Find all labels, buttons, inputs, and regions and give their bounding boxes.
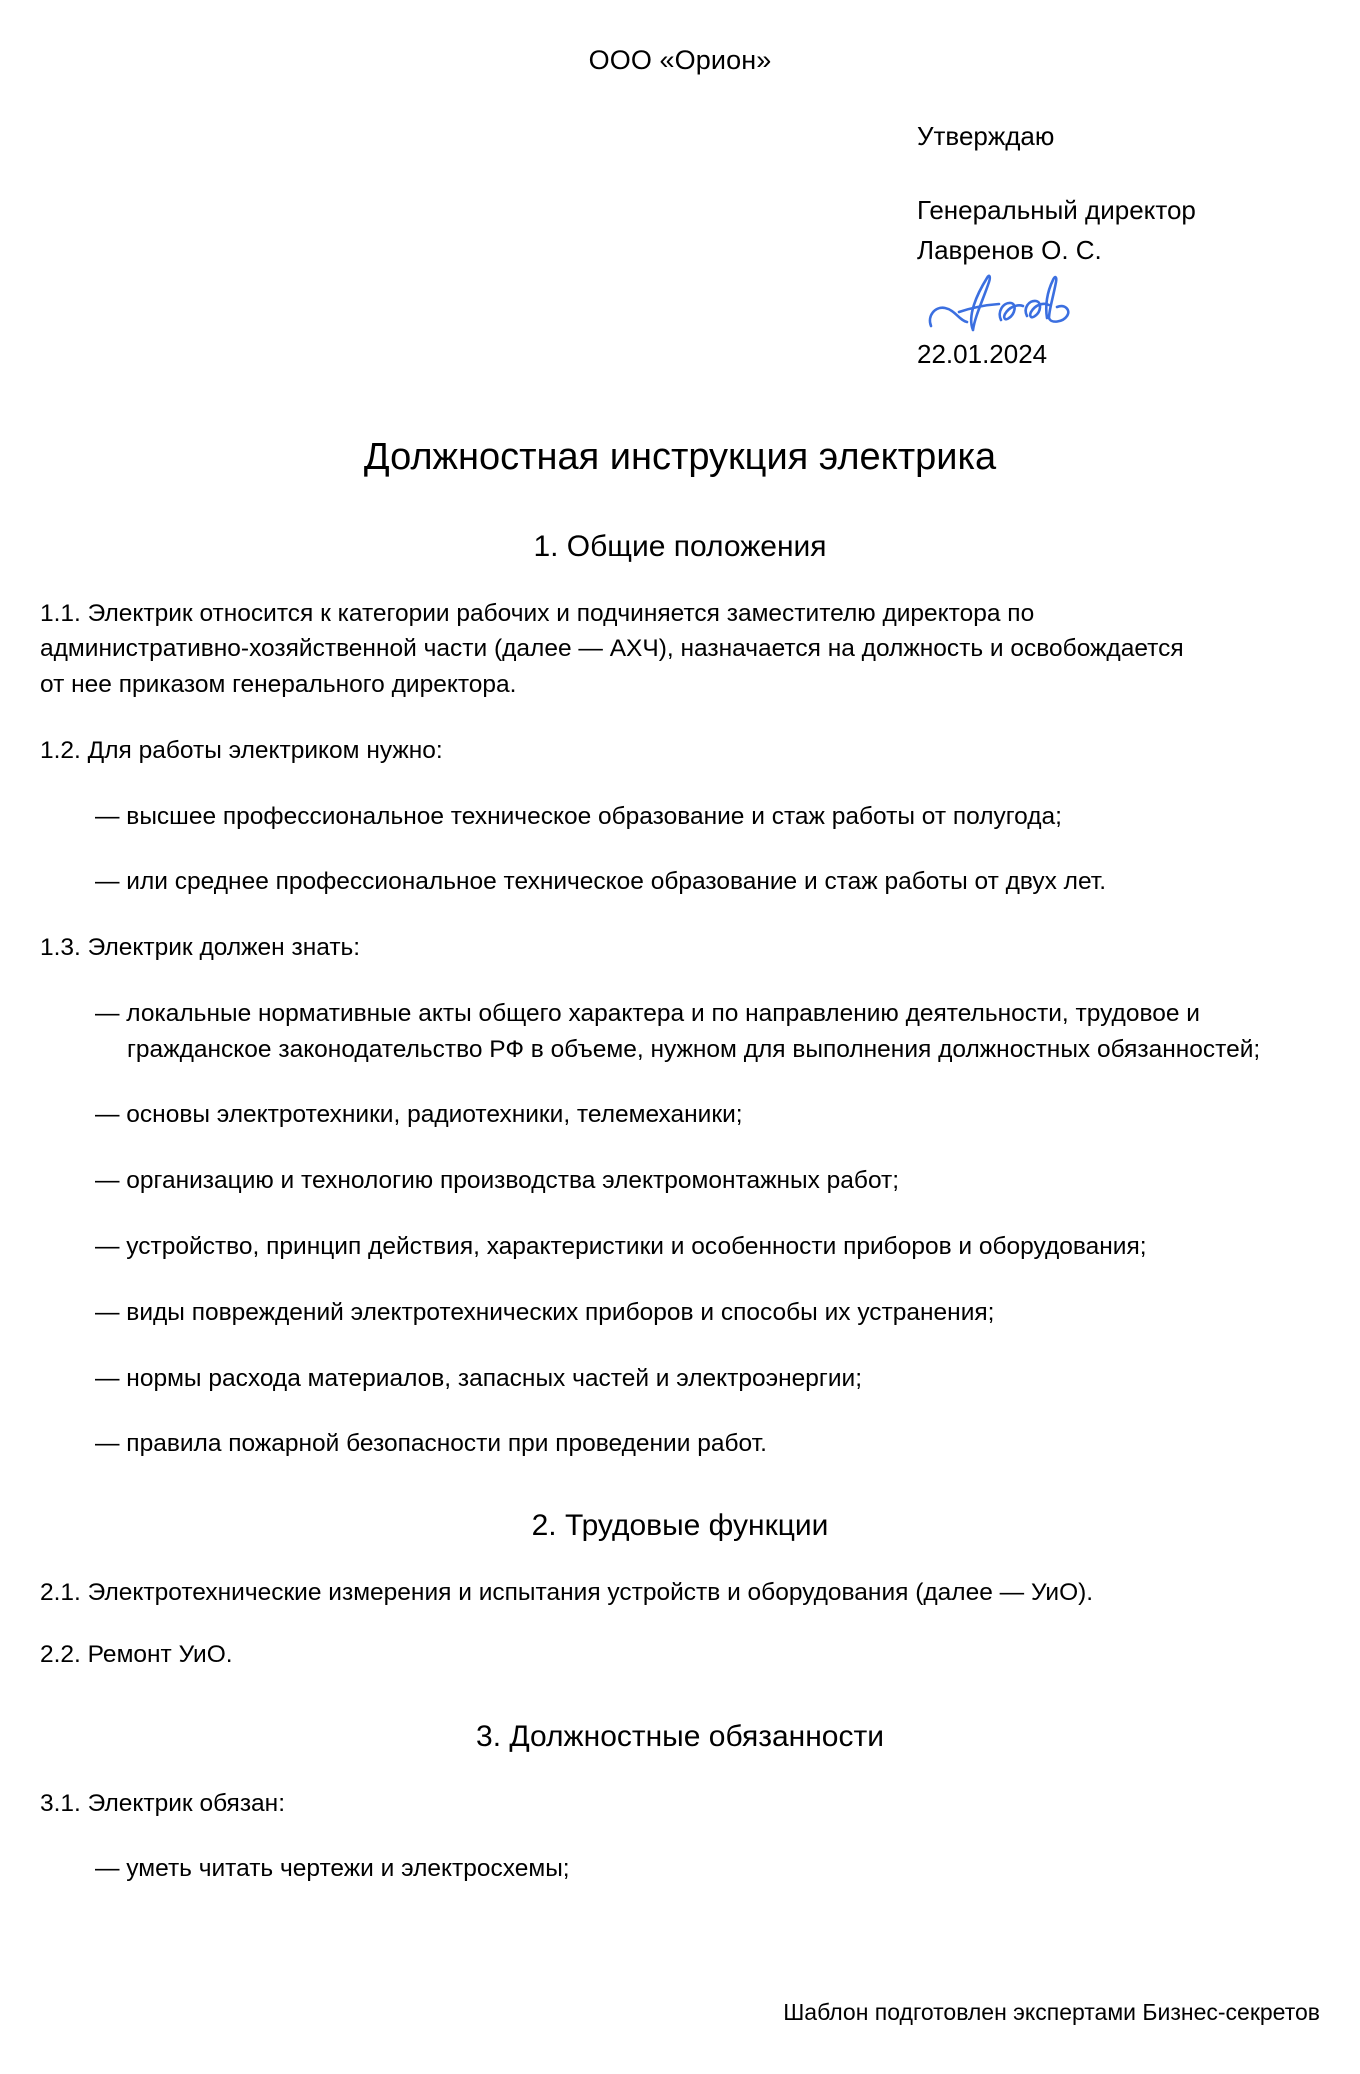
list-item	[40, 864, 1295, 900]
list-item	[40, 1097, 1295, 1133]
page-title: Должностная инструкция электрика	[363, 436, 997, 479]
paragraph-2-1: 2.1. Электротехнические измерения и испытания устройств и оборудования (далее — УиО).	[40, 1579, 1094, 1607]
list-item-text: — устройство, принцип действия, характеристики и особенности приборов и оборудования;	[95, 1233, 1147, 1260]
list-item	[40, 799, 1295, 835]
list-item	[40, 1851, 1295, 1887]
list-item	[40, 1361, 1295, 1397]
approver-role: Генеральный директор	[917, 195, 1196, 226]
list-item	[40, 1426, 1295, 1462]
paragraph-1-2: 1.2. Для работы электриком нужно:	[40, 736, 443, 764]
list-item-text: — нормы расхода материалов, запасных частей и электроэнергии;	[95, 1364, 863, 1392]
footer-note: Шаблон подготовлен экспертами Бизнес-секретов	[783, 1999, 1320, 2026]
section-heading-1: 1. Общие положения	[533, 529, 827, 563]
section-heading-3: 3. Должностные обязанности	[476, 1719, 884, 1753]
list-item	[40, 1229, 1295, 1265]
list-item-text: — уметь читать чертежи и электросхемы;	[95, 1855, 570, 1883]
list-item-text: — локальные нормативные акты общего характера и по направлению деятельности, трудовое и гражданское законодательство РФ в объеме, нужном для выполнения должностных обязанностей;	[95, 999, 1261, 1063]
list-item	[40, 1295, 1295, 1331]
list-item-text: — основы электротехники, радиотехники, телемеханики;	[95, 1101, 743, 1129]
list-item-text: — высшее профессиональное техническое образование и стаж работы от полугода;	[95, 802, 1062, 830]
approver-name: Лавренов О. С.	[917, 234, 1102, 265]
paragraph-2-2: 2.2. Ремонт УиО.	[40, 1640, 233, 1668]
list-item-text: — виды повреждений электротехнических приборов и способы их устранения;	[95, 1298, 995, 1326]
approval-verb: Утверждаю	[917, 121, 1055, 152]
approval-block	[917, 118, 1297, 373]
paragraph-1-3: 1.3. Электрик должен знать:	[40, 934, 361, 962]
list-item-text: — организацию и технологию производства электромонтажных работ;	[95, 1167, 900, 1195]
paragraph-1-1: 1.1. Электрик относится к категории рабочих и подчиняется заместителю директора по административно-хозяйственной части (далее — АХЧ), назначается на должность и освобождается от нее приказом генерального директора.	[40, 599, 1184, 699]
signature-image	[917, 272, 1297, 334]
section-heading-2: 2. Трудовые функции	[531, 1509, 829, 1543]
approval-date: 22.01.2024	[917, 338, 1048, 369]
list-item-text: — или среднее профессиональное техническое образование и стаж работы от двух лет.	[95, 868, 1107, 896]
list-item-text: — правила пожарной безопасности при проведении работ.	[95, 1430, 767, 1458]
company-name: ООО «Орион»	[588, 45, 772, 75]
list-item	[40, 1163, 1295, 1199]
list-item	[40, 996, 1295, 1068]
paragraph-3-1: 3.1. Электрик обязан:	[40, 1789, 286, 1817]
